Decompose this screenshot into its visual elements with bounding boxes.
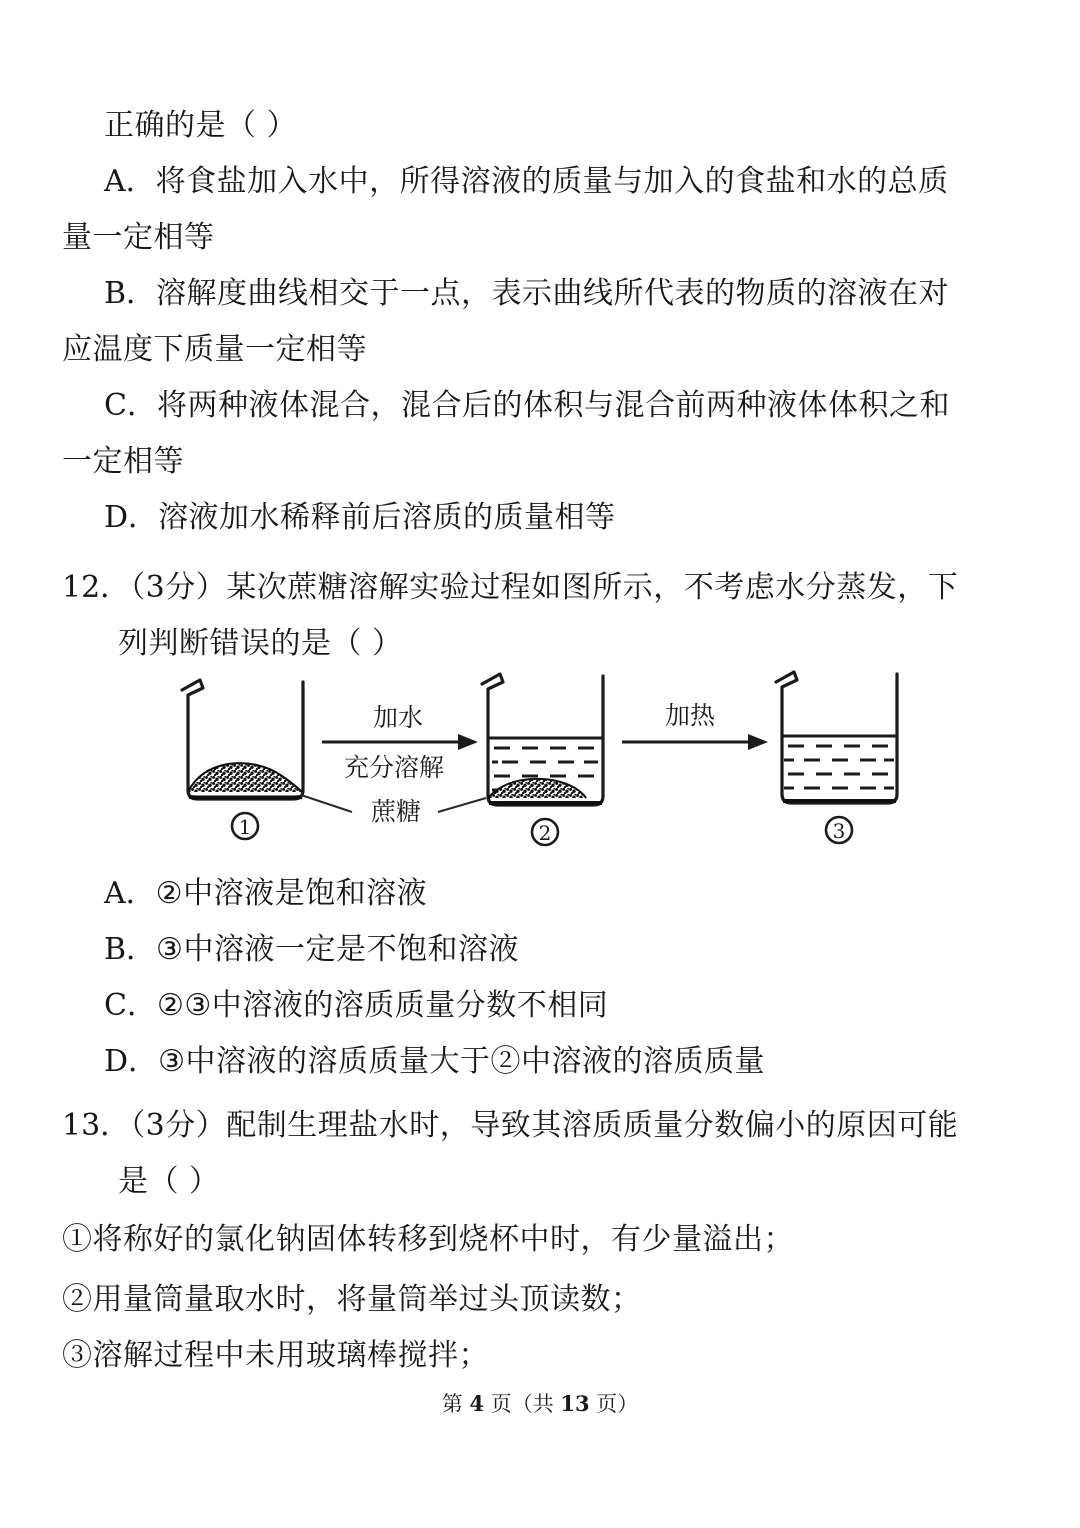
q12-option-c [104,978,608,1034]
q11-option-b-line2: 应温度下质量一定相等 [62,332,367,367]
q12-stem-text-1: 某次蔗糖溶解实验过程如图所示，不考虑水分蒸发，下 [226,570,959,605]
q12-option-d-text: ③中溶液的溶质质量大于②中溶液的溶质质量 [158,1044,765,1079]
beaker-3-liquid-hatch [784,746,894,788]
beaker-2-index-label: 2 [538,821,552,845]
q11-option-a-text: 将食盐加入水中，所得溶液的质量与加入的食盐和水的总质 [155,164,949,199]
q12-option-a-label: A． [104,876,156,911]
q13-score: （3分） [130,1108,227,1143]
q12-option-d [104,1034,765,1090]
q12-stem-line1 [62,560,958,616]
sucrose-leader-left [301,795,352,812]
q11-stem-tail: 正确的是（ ） [104,108,298,143]
q11-option-a-line2: 量一定相等 [62,220,215,255]
sucrose-dissolution-figure [170,668,930,858]
q11-option-c-line1 [104,378,950,434]
q11-option-b-text: 溶解度曲线相交于一点，表示曲线所代表的物质的溶液在对 [156,276,950,311]
sucrose-callout [301,795,486,826]
arrow-1-top-label: 加水 [372,703,424,732]
q11-option-d-text: 溶液加水稀释前后溶质的质量相等 [158,500,616,535]
footer-total-pages: 13 [560,1391,590,1416]
arrow-1-head [458,734,478,750]
q11-option-d-label: D． [104,500,159,535]
q12-option-b-label: B． [104,932,157,967]
beaker-3 [776,672,897,843]
beaker-2 [482,674,603,845]
q13-subitem-1: ①将称好的氯化钠固体转移到烧杯中时，有少量溢出； [62,1222,794,1257]
sucrose-leader-right [438,798,486,812]
footer-suffix: 页） [589,1392,639,1416]
q11-option-c-text: 将两种液体混合，混合后的体积与混合前两种液体体积之和 [156,388,950,423]
q12-option-a [104,866,427,922]
q12-option-c-text: ②③中溶液的溶质质量分数不相同 [156,988,609,1023]
beaker-3-index-label: 3 [832,819,846,843]
beaker-1 [180,680,310,839]
arrow-1-bottom-label: 充分溶解 [343,753,445,782]
arrow-2-head [748,734,768,750]
q11-option-c-label: C． [104,388,157,423]
q12-option-b-text: ③中溶液一定是不饱和溶液 [156,932,519,967]
q12-score: （3分） [130,570,227,605]
q11-option-b-line1 [104,266,949,322]
q13-number: 13． [62,1108,131,1143]
q13-stem-text-1: 配制生理盐水时，导致其溶质质量分数偏小的原因可能 [226,1108,959,1143]
arrow-add-water [322,703,478,782]
q11-option-a-line1 [104,154,949,210]
q12-option-d-label: D． [104,1044,159,1079]
footer-middle: 页（共 [484,1392,561,1416]
q12-option-b [104,922,519,978]
q12-stem-line2: 列判断错误的是（ ） [118,626,403,661]
page-footer [0,1388,1080,1418]
footer-prefix: 第 [441,1392,470,1416]
arrow-2-top-label: 加热 [664,701,716,730]
q12-option-a-text: ②中溶液是饱和溶液 [155,876,428,911]
q12-number: 12． [62,570,131,605]
q13-stem-line1 [62,1098,958,1154]
footer-page-number: 4 [469,1391,485,1416]
beaker-1-base [189,797,302,798]
q11-option-b-label: B． [104,276,157,311]
q13-subitem-2: ②用量筒量取水时，将量筒举过头顶读数； [62,1282,642,1317]
q11-option-a-label: A． [104,164,156,199]
q11-option-d-line1 [104,490,616,546]
q13-stem-line2: 是（ ） [118,1164,220,1199]
q13-subitem-3: ③溶解过程中未用玻璃棒搅拌； [62,1338,489,1373]
q11-option-c-line2: 一定相等 [62,444,184,479]
sucrose-label: 蔗糖 [370,797,422,826]
beaker-1-index-label: 1 [238,815,252,839]
q12-option-c-label: C． [104,988,157,1023]
figure-svg [170,668,930,858]
arrow-heat [622,701,768,750]
